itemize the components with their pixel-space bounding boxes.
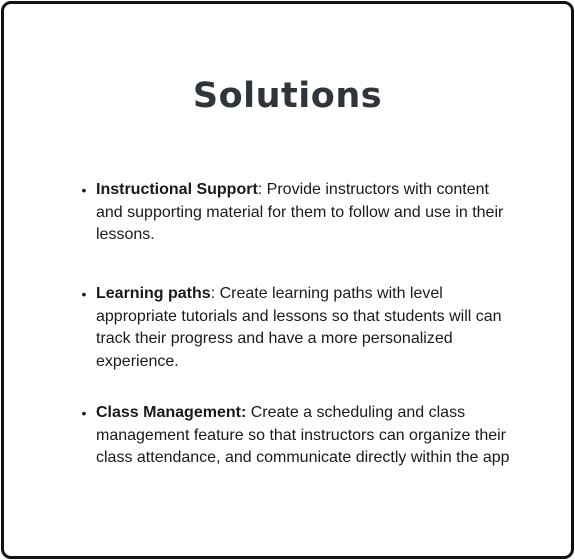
page-title: Solutions	[192, 76, 383, 116]
solution-description: Create a scheduling and class management feature so that instructors can organize their class attendance, and communicate directly within the app	[96, 404, 510, 466]
solution-title: Learning paths	[96, 285, 211, 302]
solutions-card	[1, 1, 574, 559]
bullet-dot-icon: •	[81, 405, 87, 421]
bullet-dot-icon: •	[81, 286, 87, 302]
solution-title: Instructional Support	[96, 181, 258, 198]
solution-item-instructional-support	[81, 179, 516, 247]
solution-item-learning-paths	[81, 283, 516, 373]
bullet-dot-icon: •	[81, 182, 87, 198]
solution-item-class-management	[81, 402, 516, 470]
solution-description: : Provide instructors with content and supporting material for them to follow and use in their lessons.	[96, 181, 504, 243]
solution-title: Class Management:	[96, 404, 247, 421]
solution-description: : Create learning paths with level appropriate tutorials and lessons so that students will can track their progress and have a more personalized experience.	[96, 285, 502, 370]
